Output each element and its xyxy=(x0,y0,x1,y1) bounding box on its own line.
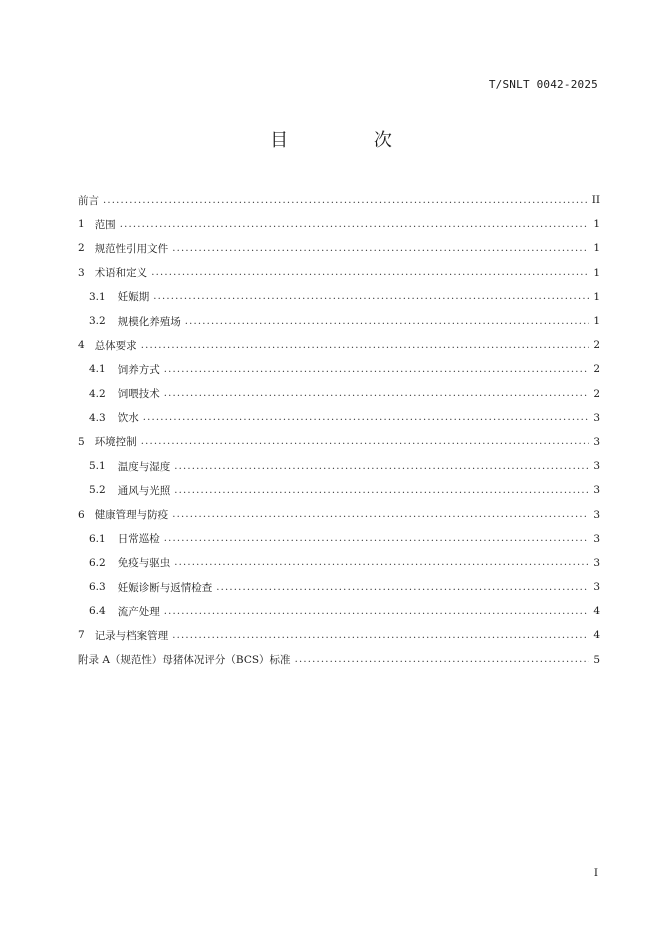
toc-entry-label: 环境控制 xyxy=(94,436,137,449)
toc-entry-number: 4 xyxy=(78,339,85,352)
toc-entry[interactable] xyxy=(78,551,600,575)
toc-entry-page: 3 xyxy=(593,581,600,594)
toc-entry[interactable] xyxy=(78,357,600,381)
dot-leader xyxy=(153,291,589,302)
dot-leader xyxy=(141,436,590,447)
toc-entry-number: 4.3 xyxy=(89,411,106,424)
toc-entry-page: 3 xyxy=(593,532,600,545)
toc-entry-label: 免疫与驱虫 xyxy=(117,557,171,570)
toc-entry[interactable] xyxy=(78,478,600,502)
toc-entry-number: 6.2 xyxy=(89,556,106,569)
toc-entry[interactable] xyxy=(78,599,600,623)
toc-entry-label: 前言 xyxy=(78,194,99,207)
toc-entry-label: 妊娠期 xyxy=(117,291,150,304)
dot-leader xyxy=(143,412,590,423)
toc-entry-label: 通风与光照 xyxy=(117,484,171,497)
toc-entry-number: 7 xyxy=(78,629,85,642)
toc-entry-number: 6.3 xyxy=(89,581,106,594)
dot-leader xyxy=(164,388,590,399)
toc-entry-page: 3 xyxy=(593,435,600,448)
page-number: I xyxy=(593,867,598,879)
toc-entry-label: 规范性引用文件 xyxy=(94,242,169,255)
toc-entry-number: 6.4 xyxy=(89,605,106,618)
dot-leader xyxy=(164,606,590,617)
toc-entry[interactable] xyxy=(78,236,600,260)
toc-entry[interactable] xyxy=(78,406,600,430)
page-title: 目 次 xyxy=(270,130,432,151)
toc-entry[interactable] xyxy=(78,212,600,236)
toc-entry-number: 3 xyxy=(78,266,85,279)
dot-leader xyxy=(164,364,590,375)
toc-entry-label: 饮水 xyxy=(117,412,139,425)
toc-entry-label: 饲养方式 xyxy=(117,363,160,376)
toc-entry-label: 流产处理 xyxy=(117,605,160,618)
toc-entry-number: 3.2 xyxy=(89,315,106,328)
toc-entry-page: 3 xyxy=(593,508,600,521)
toc-entry-label: 温度与湿度 xyxy=(117,460,171,473)
toc-entry-page: 1 xyxy=(593,290,600,303)
toc-entry-number: 2 xyxy=(78,242,85,255)
dot-leader xyxy=(164,533,590,544)
toc-entry-page: 4 xyxy=(593,629,600,642)
dot-leader xyxy=(151,267,589,278)
toc-entry-label: 日常巡检 xyxy=(117,533,160,546)
toc-entry[interactable] xyxy=(78,382,600,406)
toc-entry-label: 健康管理与防疫 xyxy=(94,509,169,522)
toc-entry-number: 4.2 xyxy=(89,387,106,400)
toc-entry-page: 1 xyxy=(593,266,600,279)
dot-leader xyxy=(174,461,589,472)
toc-entry-number: 5.1 xyxy=(89,460,106,473)
dot-leader xyxy=(120,219,590,230)
toc-entry-number: 6.1 xyxy=(89,532,106,545)
toc-entry-page: 1 xyxy=(593,218,600,231)
dot-leader xyxy=(185,316,590,327)
document-code: T/SNLT 0042-2025 xyxy=(488,78,598,91)
toc-entry-label: 术语和定义 xyxy=(94,267,148,280)
toc-entry-page: 2 xyxy=(593,387,600,400)
toc-entry-page: 1 xyxy=(593,242,600,255)
toc-entry[interactable] xyxy=(78,575,600,599)
dot-leader xyxy=(103,195,588,206)
toc-entry-page: 3 xyxy=(593,556,600,569)
toc-entry-label: 饲喂技术 xyxy=(117,388,160,401)
toc-entry-page: 2 xyxy=(593,339,600,352)
table-of-contents xyxy=(78,188,600,672)
toc-entry-label: 记录与档案管理 xyxy=(94,629,169,642)
toc-entry-page: 1 xyxy=(593,315,600,328)
toc-entry-number: 6 xyxy=(78,508,85,521)
toc-entry-number: 5.2 xyxy=(89,484,106,497)
toc-entry[interactable] xyxy=(78,454,600,478)
toc-entry-label: 附录 A（规范性）母猪体况评分（BCS）标准 xyxy=(78,654,291,667)
toc-entry-page: 5 xyxy=(593,653,600,666)
toc-entry-label: 范围 xyxy=(94,218,116,231)
toc-entry-page: 4 xyxy=(593,605,600,618)
toc-entry-label: 规模化养殖场 xyxy=(117,315,181,328)
toc-entry[interactable] xyxy=(78,188,600,212)
toc-entry-page: II xyxy=(591,194,600,207)
toc-entry-number: 4.1 xyxy=(89,363,106,376)
toc-entry-page: 3 xyxy=(593,411,600,424)
dot-leader xyxy=(174,557,589,568)
toc-entry[interactable] xyxy=(78,333,600,357)
dot-leader xyxy=(216,582,589,593)
toc-entry-page: 3 xyxy=(593,484,600,497)
dot-leader xyxy=(172,509,589,520)
toc-entry-label: 总体要求 xyxy=(94,339,137,352)
dot-leader xyxy=(172,243,589,254)
toc-entry-number: 5 xyxy=(78,435,85,448)
toc-entry[interactable] xyxy=(78,285,600,309)
toc-entry-page: 3 xyxy=(593,460,600,473)
toc-entry[interactable] xyxy=(78,430,600,454)
dot-leader xyxy=(174,485,589,496)
toc-entry-label: 妊娠诊断与返情检查 xyxy=(117,581,213,594)
toc-entry-page: 2 xyxy=(593,363,600,376)
toc-entry[interactable] xyxy=(78,527,600,551)
toc-entry[interactable] xyxy=(78,309,600,333)
dot-leader xyxy=(172,630,589,641)
toc-entry-number: 3.1 xyxy=(89,290,106,303)
toc-entry[interactable] xyxy=(78,502,600,526)
toc-entry[interactable] xyxy=(78,261,600,285)
dot-leader xyxy=(295,654,590,665)
dot-leader xyxy=(141,340,590,351)
toc-entry[interactable] xyxy=(78,648,600,672)
toc-entry[interactable] xyxy=(78,623,600,647)
toc-entry-number: 1 xyxy=(78,218,85,231)
